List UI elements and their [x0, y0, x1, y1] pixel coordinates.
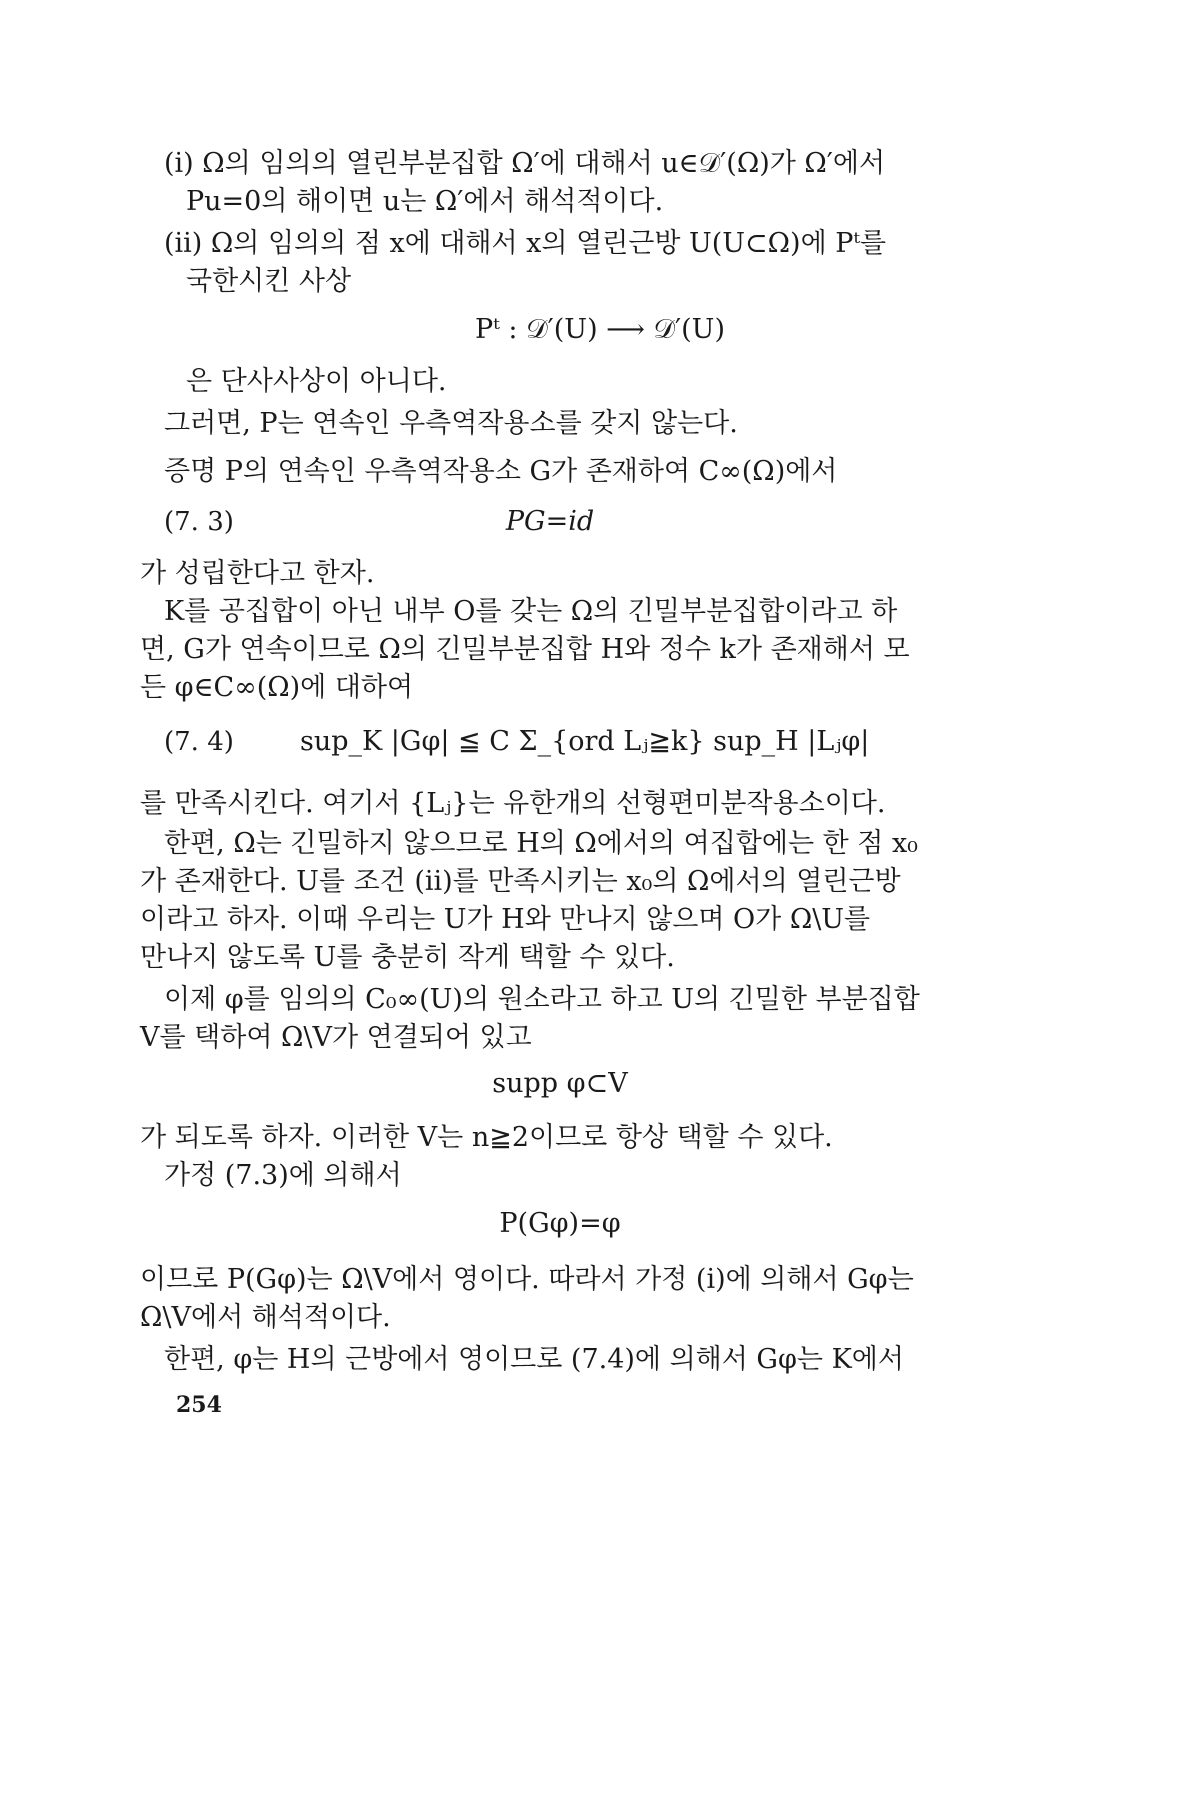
text-line: 이므로 P(Gφ)는 Ω\V에서 영이다. 따라서 가정 (i)에 의해서 Gφ는 [140, 1264, 914, 1295]
equation-supp: supp φ⊂V [492, 1068, 628, 1099]
text-line: 면, G가 연속이므로 Ω의 긴밀부분집합 H와 정수 k가 존재해서 모 [140, 634, 910, 665]
text-line: 가 존재한다. U를 조건 (ii)를 만족시키는 x₀의 Ω에서의 열린근방 [140, 866, 901, 897]
text-line: 가정 (7.3)에 의해서 [164, 1160, 402, 1191]
text-line: (i) Ω의 임의의 열린부분집합 Ω′에 대해서 u∈𝒟′(Ω)가 Ω′에서 [164, 148, 886, 179]
text-line: 은 단사사상이 아니다. [186, 366, 447, 397]
text-line: 증명 P의 연속인 우측역작용소 G가 존재하여 C∞(Ω)에서 [164, 456, 838, 487]
text-line: Pu=0의 해이면 u는 Ω′에서 해석적이다. [186, 186, 664, 217]
equation-label-7-4: (7. 4) [164, 727, 234, 757]
text-line: 한편, φ는 H의 근방에서 영이므로 (7.4)에 의해서 Gφ는 K에서 [164, 1344, 904, 1375]
page-number: 254 [176, 1392, 222, 1418]
text-line: K를 공집합이 아닌 내부 O를 갖는 Ω의 긴밀부분집합이라고 하 [164, 596, 898, 627]
text-line: (ii) Ω의 임의의 점 x에 대해서 x의 열린근방 U(U⊂Ω)에 Pᵗ를 [164, 228, 887, 259]
text-line: 이제 φ를 임의의 C₀∞(U)의 원소라고 하고 U의 긴밀한 부분집합 [164, 984, 920, 1015]
text-line: 만나지 않도록 U를 충분히 작게 택할 수 있다. [140, 942, 675, 973]
text-line: 이라고 하자. 이때 우리는 U가 H와 만나지 않으며 O가 Ω\U를 [140, 904, 871, 935]
text-line: 한편, Ω는 긴밀하지 않으므로 H의 Ω에서의 여집합에는 한 점 x₀ [164, 828, 918, 859]
text-line: 가 되도록 하자. 이러한 V는 n≧2이므로 항상 택할 수 있다. [140, 1122, 833, 1153]
equation-pt-map: Pᵗ : 𝒟′(U) ⟶ 𝒟′(U) [475, 314, 725, 345]
text-line: V를 택하여 Ω\V가 연결되어 있고 [140, 1022, 532, 1053]
equation-label-7-3: (7. 3) [164, 507, 234, 537]
text-line: Ω\V에서 해석적이다. [140, 1302, 391, 1333]
equation-7-3: PG=id [505, 506, 595, 537]
text-line: 가 성립한다고 한자. [140, 558, 375, 589]
text-line: 그러면, P는 연속인 우측역작용소를 갖지 않는다. [164, 408, 738, 439]
text-line: 를 만족시킨다. 여기서 {Lⱼ}는 유한개의 선형편미분작용소이다. [140, 788, 886, 819]
text-line: 든 φ∈C∞(Ω)에 대하여 [140, 672, 414, 703]
text-line: 국한시킨 사상 [186, 266, 352, 297]
equation-pg: P(Gφ)=φ [499, 1208, 621, 1239]
equation-7-4: sup_K |Gφ| ≦ C Σ_{ord Lⱼ≧k} sup_H |Lⱼφ| [300, 726, 870, 757]
